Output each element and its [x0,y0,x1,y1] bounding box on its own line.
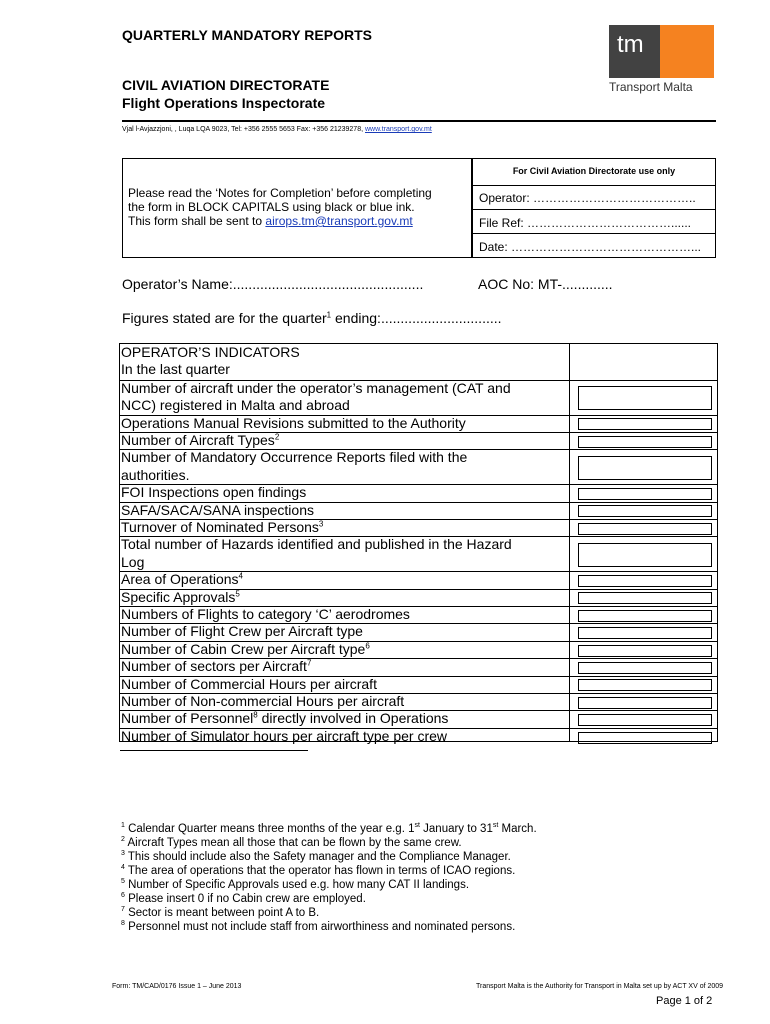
indicator-label [121,693,404,710]
footnote [121,920,515,934]
indicator-footnote-ref: 7 [306,658,312,668]
footnote-text-part: st [414,822,420,830]
logo-orange-block [660,25,714,78]
footnote-text: Sector is meant between point A to B. [128,907,320,919]
authority-note: Transport Malta is the Authority for Transport in Malta set up by ACT XV of 2009 [476,983,724,990]
office-row-divider [473,209,715,210]
indicator-footnote-ref: 3 [318,519,324,529]
indicator-value-input[interactable] [578,488,712,500]
indicator-value-input[interactable] [578,732,712,744]
notes-text [128,186,468,228]
footnote [121,836,462,850]
indicator-label-text: Total number of Hazards identified and published in the Hazard [121,536,512,553]
footnote-rule [120,750,308,751]
footnote-text-part: st [492,822,499,830]
footnote-text: This should include also the Safety manager and the Compliance Manager. [127,851,511,863]
aoc-number-field[interactable]: AOC No: MT-............. [478,276,613,292]
indicator-label-text: Number of Flight Crew per Aircraft type [121,623,363,640]
indicator-value-input[interactable] [578,523,712,535]
operator-name-field[interactable]: Operator’s Name:................................................. [122,276,424,292]
email-link[interactable]: airops.tm@transport.gov.mt [265,214,413,228]
notes-line-2: the form in BLOCK CAPITALS using black or blue ink. [128,200,415,214]
footnote-number: 7 [121,906,125,914]
indicator-label [121,432,279,449]
office-row-divider [473,233,715,234]
indicator-label [121,658,311,675]
page-title: QUARTERLY MANDATORY REPORTS [122,27,372,43]
indicator-footnote-ref: 6 [365,641,370,651]
indicator-label [121,502,314,519]
footnote [121,850,511,864]
indicator-label [121,415,466,432]
indicator-label [121,710,448,727]
quarter-prefix: Figures stated are for the quarter [122,310,327,326]
indicator-label [121,606,410,623]
indicator-label [121,641,370,658]
indicator-label [121,519,323,536]
inspectorate-title: Flight Operations Inspectorate [122,95,326,111]
office-use-box [472,158,716,258]
quarter-suffix: ending:............................... [331,310,502,326]
logo-mark: tm [617,31,644,58]
indicator-label-text-cont: directly involved in Operations [257,710,449,727]
indicators-table-divider [569,343,570,742]
footnote-number: 6 [121,892,125,900]
indicator-value-input[interactable] [578,456,712,480]
indicator-label [121,571,243,588]
office-file-ref-field[interactable]: File Ref: ………………………………...... [479,216,692,230]
indicator-label [121,589,240,606]
indicator-value-input[interactable] [578,679,712,691]
footnote-number: 4 [121,864,125,872]
footnote-number: 8 [121,920,125,928]
footnote-number: 5 [121,878,125,886]
office-row-divider [473,185,715,186]
office-date-field[interactable]: Date: ………………………………………... [479,240,702,254]
indicator-label-text-line2: NCC) registered in Malta and abroad [121,397,350,414]
indicator-label [121,623,363,640]
office-use-header: For Civil Aviation Directorate use only [512,166,676,176]
footnote [121,878,469,892]
indicator-label [121,484,306,501]
indicator-label-text: Turnover of Nominated Persons [121,519,319,535]
notes-line-3 [128,214,468,228]
logo-caption: Transport Malta [609,80,693,94]
indicator-label-text: Number of Simulator hours per aircraft type per crew [121,727,448,744]
indicator-label-text: FOI Inspections open findings [121,484,307,501]
indicator-label-text: Number of Commercial Hours per aircraft [121,675,377,692]
footnote-number: 2 [121,836,125,844]
indicator-value-input[interactable] [578,386,712,410]
footnote-text: Number of Specific Approvals used e.g. how many CAT II landings. [128,879,470,891]
indicator-label-text: Specific Approvals [121,588,236,605]
indicator-label-text-line2: authorities. [121,466,190,483]
indicator-value-input[interactable] [578,610,712,622]
form-id: Form: TM/CAD/0176 Issue 1 – June 2013 [112,983,242,990]
indicator-value-input[interactable] [578,697,712,709]
indicator-label-text: Number of Aircraft Types [121,432,275,448]
indicator-label [121,676,377,693]
indicator-value-input[interactable] [578,714,712,726]
footnote [121,822,537,836]
indicator-label-text: Number of sectors per Aircraft [121,658,307,675]
footnote-text-part: March. [498,823,537,835]
address-text: Vjal l-Avjazzjoni, , Luqa LQA 9023, Tel: +356 2555 5653 Fax: +356 21239278, [122,126,364,133]
indicator-label [121,380,511,415]
indicator-label-text: Area of Operations [121,571,239,588]
page-number: Page 1 of 2 [656,995,713,1007]
footnote-text: Please insert 0 if no Cabin crew are employed. [128,893,366,905]
indicator-footnote-ref: 5 [235,588,240,598]
indicator-value-input[interactable] [578,627,712,639]
indicator-footnote-ref: 2 [274,432,280,442]
footnote-number: 1 [121,822,125,830]
indicator-label-text: Operations Manual Revisions submitted to the Authority [121,414,466,431]
footnote [121,892,366,906]
footnote-text-part: Calendar Quarter means three months of the year e.g. 1 [128,823,415,835]
indicator-label-text: Number of Personnel [121,710,254,727]
notes-line-3-prefix: This form shall be sent to [128,214,263,228]
indicator-value-input[interactable] [578,418,712,430]
indicators-subheading: In the last quarter [121,361,230,378]
indicator-label-text: SAFA/SACA/SANA inspections [121,501,314,518]
indicator-label [121,728,447,745]
footnote [121,906,319,920]
indicator-label-text: Number of Mandatory Occurrence Reports filed with the [121,449,468,466]
indicator-label [121,449,467,484]
quarter-ending-field[interactable] [122,310,502,326]
indicator-value-input[interactable] [578,436,712,448]
footnote [121,864,515,878]
footnote-text: Aircraft Types mean all those that can be flown by the same crew. [127,837,462,849]
header-rule [122,120,716,122]
indicator-value-input[interactable] [578,543,712,567]
indicator-footnote-ref: 8 [253,710,258,720]
indicator-value-input[interactable] [578,662,712,674]
quarter-footnote-ref: 1 [326,310,332,320]
footnote-text-part: January to 31 [419,823,493,835]
notes-line-1: Please read the ‘Notes for Completion’ before completing [128,186,432,200]
indicator-value-input[interactable] [578,645,712,657]
website-link[interactable]: www.transport.gov.mt [365,126,432,133]
address-line [122,126,432,133]
indicator-label-text: Number of Cabin Crew per Aircraft type [121,640,366,657]
indicator-value-input[interactable] [578,592,712,604]
indicator-value-input[interactable] [578,575,712,587]
indicator-label-text: Numbers of Flights to category ‘C’ aerodromes [121,606,410,622]
indicators-heading: OPERATOR’S INDICATORS [121,344,300,360]
footnote-text: Personnel must not include staff from airworthiness and nominated persons. [128,921,516,933]
footnote-text: The area of operations that the operator has flown in terms of ICAO regions. [127,865,516,877]
indicator-footnote-ref: 4 [238,571,243,581]
office-operator-field[interactable]: Operator: ………………………………….. [479,191,696,205]
footnote-number: 3 [121,850,125,858]
indicator-value-input[interactable] [578,505,712,517]
indicator-label [121,536,512,571]
directorate-title: CIVIL AVIATION DIRECTORATE [122,77,330,93]
indicator-label-text: Number of Non-commercial Hours per aircraft [121,693,405,709]
indicator-label-text-line2: Log [121,553,145,570]
indicator-label-text: Number of aircraft under the operator’s management (CAT and [121,379,511,396]
